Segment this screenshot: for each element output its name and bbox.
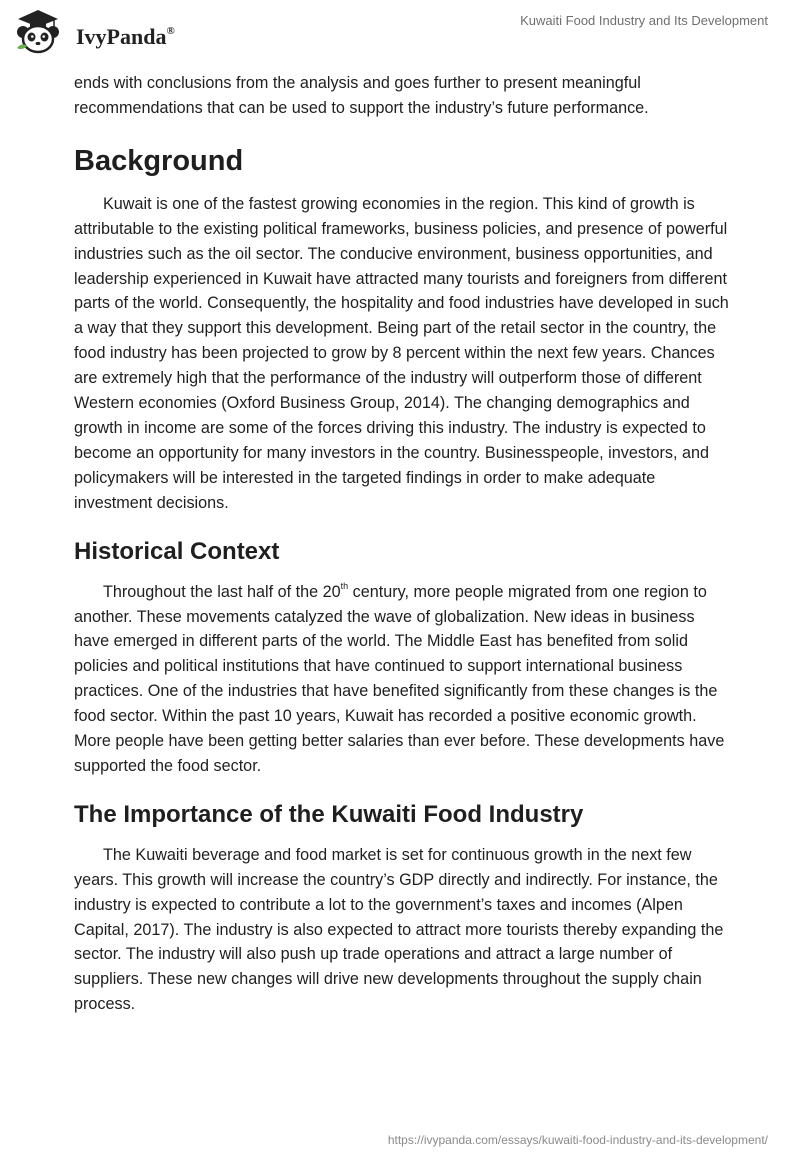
brand-name: IvyPanda® bbox=[76, 24, 175, 49]
historical-context-paragraph: Throughout the last half of the 20th century, more people migrated from one region to another. These movements catalyzed the wave of globalization. New ideas in business have emerged in different parts of the world. The Middle East has benefited from solid policies and political institutions that have continued to support international business practices. One of the industries that have benefited significantly from these changes is the food sector. Within the past 10 years, Kuwait has recorded a positive economic growth. More people have been getting better salaries than ever before. These developments have supported the food sector. bbox=[74, 581, 725, 775]
page-header bbox=[0, 0, 800, 60]
document-title: Kuwaiti Food Industry and Its Development bbox=[520, 13, 768, 28]
source-url-link[interactable]: https://ivypanda.com/essays/kuwaiti-food-industry-and-its-development/ bbox=[387, 1133, 768, 1147]
intro-paragraph: ends with conclusions from the analysis and goes further to present meaningful recommendations that can be used to support the industry’s future performance. bbox=[74, 74, 649, 117]
panda-graduate-icon bbox=[14, 8, 62, 54]
background-paragraph: Kuwait is one of the fastest growing economies in the region. This kind of growth is attributable to the existing political frameworks, business policies, and presence of powerful industries such as the oil sector. The conducive environment, business opportunities, and leadership experienced in Kuwait have attracted many tourists and foreigners from different parts of the world. Consequently, the hospitality and food industries have developed in such a way that they support this development. Being part of the retail sector in the country, the food industry has been projected to grow by 8 percent within the next few years. Chances are extremely high that the performance of the industry will outperform those of different Western economies (Oxford Business Group, 2014). The changing demographics and growth in income are some of the forces driving this industry. The industry is expected to become an opportunity for many investors in the country. Businesspeople, investors, and policymakers will be interested in the targeted findings in order to make adequate investment decisions. bbox=[74, 194, 729, 512]
essay-content bbox=[74, 71, 734, 1017]
section-heading-historical-context: Historical Context bbox=[74, 537, 280, 565]
ivypanda-logo[interactable] bbox=[14, 8, 214, 56]
registered-mark: ® bbox=[166, 24, 175, 37]
section-heading-importance: The Importance of the Kuwaiti Food Industry bbox=[74, 800, 584, 828]
ordinal-suffix: th bbox=[340, 581, 349, 592]
importance-paragraph: The Kuwaiti beverage and food market is set for continuous growth in the next few years. This growth will increase the country’s GDP directly and indirectly. For instance, the industry is expected to contribute a lot to the government’s taxes and incomes (Alpen Capital, 2017). The industry is also expected to attract more tourists thereby expanding the sector. The industry will also push up trade operations and attract a large number of suppliers. These new changes will drive new developments throughout the supply chain process. bbox=[74, 845, 724, 1014]
section-heading-background: Background bbox=[74, 144, 244, 177]
